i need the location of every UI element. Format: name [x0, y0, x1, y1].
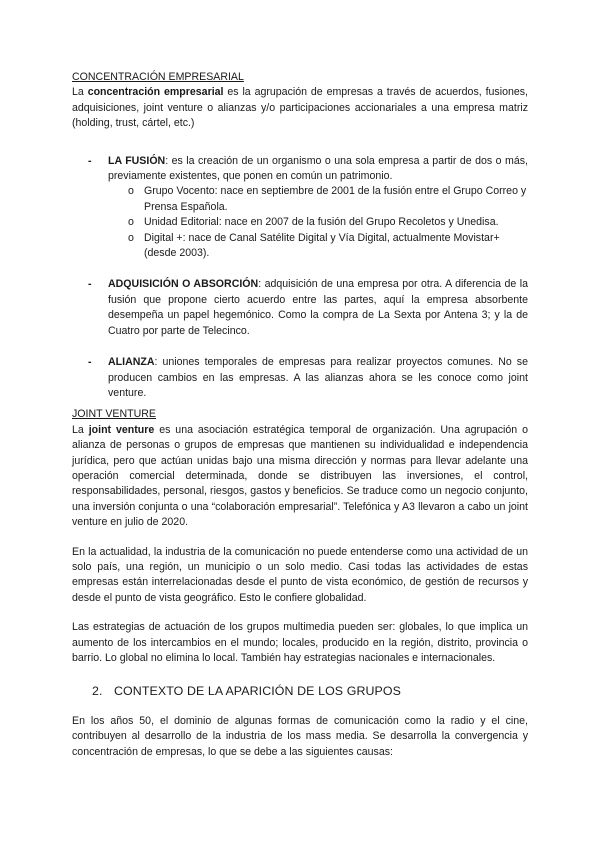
sub-marker: o	[128, 185, 134, 198]
section-title-text: CONTEXTO DE LA APARICIÓN DE LOS GRUPOS	[114, 684, 402, 699]
sub-marker: o	[128, 231, 134, 244]
jv-post: es una asociación estratégica temporal de organización. Una agrupación o alianza de personas o grupos de empresas que mantienen su individualidad e independencia jurídica, pero que actúan unidas bajo una misma dirección y normas para llevar adelante una operación comercial determinada, donde se distribuyen las inversiones, el control, responsabilidades, personal, riesgos, gastos y beneficios. Se traduce como un negocio conjunto, una inversión conjunta o una “colaboración empresarial”. Telefónica y A3 llevaron a cabo un joint venture en julio de 2020.	[72, 423, 528, 529]
joint-venture-paragraph-2: En la actualidad, la industria de la comunicación no puede entenderse como una actividad de un solo país, una región, un municipio o un solo medio. Casi todas las actividades de estas empresas están interrelacionadas desde el punto de vista económico, de gestión de recursos y desde el punto de vista geográfico. Esto le confiere globalidad.	[72, 545, 528, 604]
intro-pre: La	[72, 86, 88, 99]
fusion-example	[72, 215, 528, 230]
alianza-text: : uniones temporales de empresas para realizar proyectos comunes. No se producen cambios en las empresas. A las alianzas ahora se les conoce como joint venture.	[108, 356, 528, 399]
jv-bold-term: joint venture	[88, 423, 155, 436]
fusion-example	[72, 184, 528, 215]
bullet-fusion	[72, 154, 528, 185]
joint-venture-paragraph-1	[72, 423, 528, 531]
alianza-term: ALIANZA	[108, 356, 155, 369]
intro-bold-term: concentración empresarial	[87, 86, 224, 99]
joint-venture-heading: JOINT VENTURE	[72, 408, 156, 421]
concentracion-heading: CONCENTRACIÓN EMPRESARIAL	[72, 71, 244, 83]
section-number: 2.	[92, 684, 103, 699]
fusion-example-text: Digital +: nace de Canal Satélite Digital y Vía Digital, actualmente Movistar+ (desde 2003).	[144, 231, 500, 260]
sub-marker: o	[128, 216, 134, 229]
document-page	[72, 70, 528, 760]
adquisicion-term: ADQUISICIÓN O ABSORCIÓN	[108, 278, 259, 291]
section-2-paragraph: En los años 50, el dominio de algunas formas de comunicación como la radio y el cine, contribuyen al desarrollo de la industria de los mass media. Se desarrolla la convergencia y concentración de empresas, lo que se debe a las siguientes causas:	[72, 714, 528, 758]
fusion-term: LA FUSIÓN	[108, 154, 166, 167]
adquisicion-text: : adquisición de una empresa por otra. A diferencia de la fusión que propone cierto acuerdo entre las partes, aquí la empresa absorbente desempeña un papel hegemónico. Como la compra de La Sexta por Antena 3; y la de Cuatro por parte de Telecinco.	[108, 278, 528, 337]
bullet-alianza	[72, 355, 528, 401]
fusion-example-text: Grupo Vocento: nace en septiembre de 2001 de la fusión entre el Grupo Correo y Prensa Española.	[144, 185, 527, 213]
fusion-example	[72, 231, 528, 262]
fusion-text: : es la creación de un organismo o una sola empresa a partir de dos o más, previamente existentes, que ponen en común un patrimonio.	[108, 154, 528, 183]
section-2-title	[72, 684, 528, 699]
bullet-dash: -	[88, 278, 92, 291]
bullet-dash: -	[88, 154, 92, 167]
concentracion-intro	[72, 85, 528, 131]
jv-pre: La	[72, 423, 89, 436]
joint-venture-paragraph-3: Las estrategias de actuación de los grupos multimedia pueden ser: globales, lo que implica un aumento de los intercambios en el mundo; locales, producido en la región, distrito, provincia o barrio. Lo global no elimina lo local. También hay estrategias nacionales e internacionales.	[72, 621, 528, 664]
intro-post: es la agrupación de empresas a través de acuerdos, fusiones, adquisiciones, joint venture o alianzas y/o participaciones accionariales a una empresa matriz (holding, trust, cártel, etc.)	[72, 86, 528, 130]
bullet-dash: -	[88, 356, 92, 369]
bullet-adquisicion	[72, 277, 528, 339]
fusion-example-text: Unidad Editorial: nace en 2007 de la fusión del Grupo Recoletos y Unedisa.	[144, 216, 499, 229]
